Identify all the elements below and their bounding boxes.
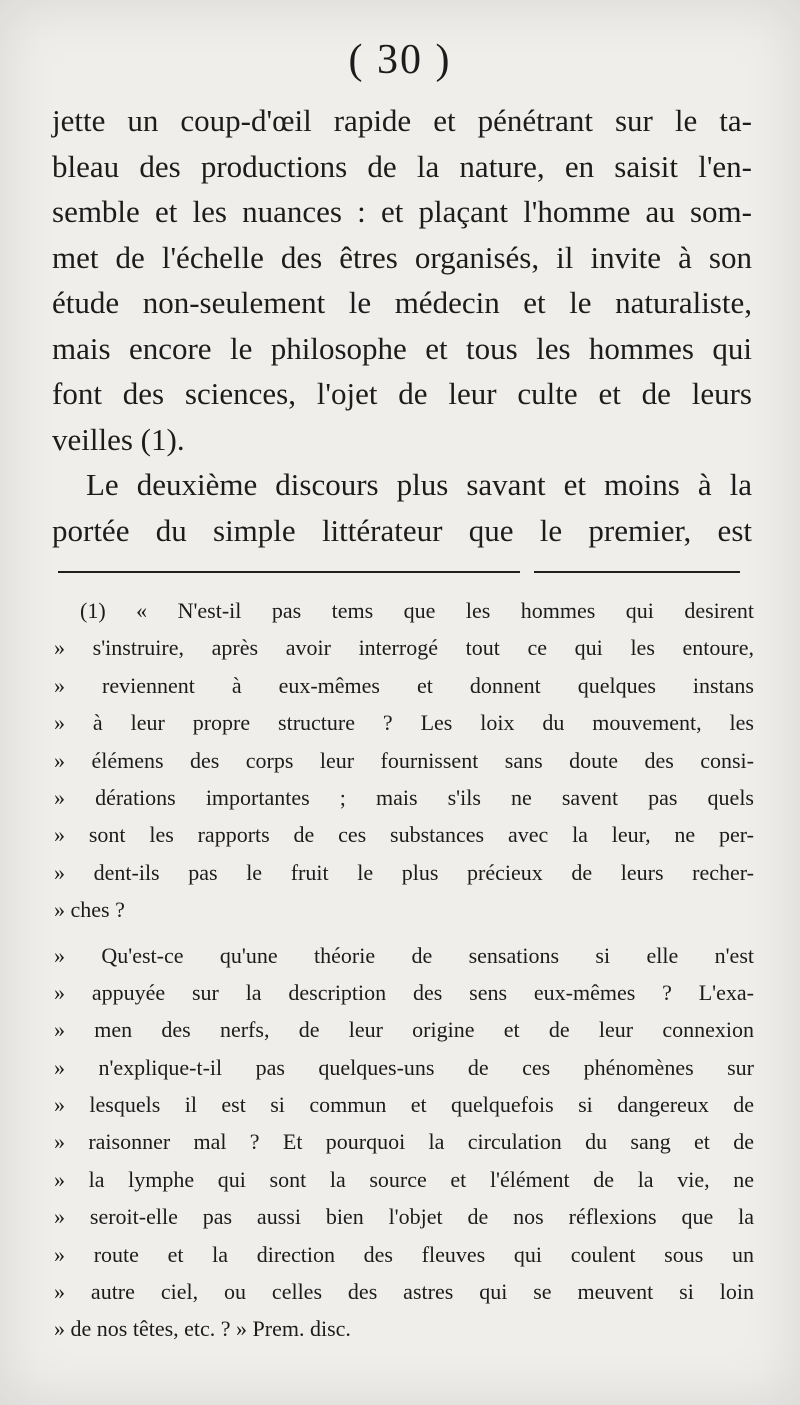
footnote-line: » la lymphe qui sont la source et l'élément de la vie, ne (54, 1166, 754, 1192)
body-line: jette un coup-d'œil rapide et pénétrant sur le ta- (52, 103, 752, 138)
footnote-line: » de nos têtes, etc. ? » Prem. disc. (54, 1316, 351, 1342)
footnote-line: » raisonner mal ? Et pourquoi la circulation du sang et de (54, 1129, 754, 1155)
footnote-line: (1) « N'est-il pas tems que les hommes qui desirent (80, 598, 754, 623)
footnote (54, 592, 754, 1348)
footnote-line: » men des nerfs, de leur origine et de leur connexion (54, 1017, 754, 1043)
footnote-line: » lesquels il est si commun et quelquefois si dangereux de (54, 1092, 754, 1118)
body-line: Le deuxième discours plus savant et moins à la (86, 467, 752, 502)
main-text (52, 98, 752, 553)
body-line: veilles (1). (52, 421, 185, 457)
body-line: mais encore le philosophe et tous les hommes qui (52, 330, 752, 366)
body-line: semble et les nuances : et plaçant l'homme au som- (52, 194, 752, 229)
footnote-line: » appuyée sur la description des sens eux-mêmes ? L'exa- (54, 979, 754, 1005)
body-line: bleau des productions de la nature, en saisit l'en- (52, 148, 752, 184)
body-line: font des sciences, l'ojet de leur culte et de leurs (52, 376, 752, 411)
body-line: étude non-seulement le médecin et le naturaliste, (52, 285, 752, 320)
body-line: met de l'échelle des êtres organisés, il invite à son (52, 239, 752, 275)
footnote-line: » n'explique-t-il pas quelques-uns de ces phénomènes sur (54, 1054, 754, 1080)
footnote-line: » s'instruire, après avoir interrogé tout ce qui les entoure, (54, 635, 754, 661)
footnote-line: » élémens des corps leur fournissent sans doute des consi- (54, 747, 754, 773)
footnote-separator-rule (58, 571, 520, 573)
page-number: ( 30 ) (348, 37, 452, 83)
footnote-line: » seroit-elle pas aussi bien l'objet de nos réflexions que la (54, 1204, 754, 1230)
footnote-line: » sont les rapports de ces substances avec la leur, ne per- (54, 822, 754, 848)
body-line: portée du simple littérateur que le premier, est (52, 512, 752, 548)
footnote-line: » autre ciel, ou celles des astres qui se meuvent si loin (54, 1279, 754, 1305)
footnote-line: » route et la direction des fleuves qui coulent sous un (54, 1241, 754, 1267)
footnote-line: » ches ? (54, 897, 125, 923)
footnote-line: » reviennent à eux-mêmes et donnent quelques instans (54, 672, 754, 698)
footnote-line: » dent-ils pas le fruit le plus précieux de leurs recher- (54, 859, 754, 885)
footnote-line: » Qu'est-ce qu'une théorie de sensations si elle n'est (54, 942, 754, 968)
footnote-line: » dérations importantes ; mais s'ils ne savent pas quels (54, 784, 754, 810)
footnote-line: » à leur propre structure ? Les loix du mouvement, les (54, 710, 754, 736)
footnote-separator-rule (534, 571, 740, 573)
